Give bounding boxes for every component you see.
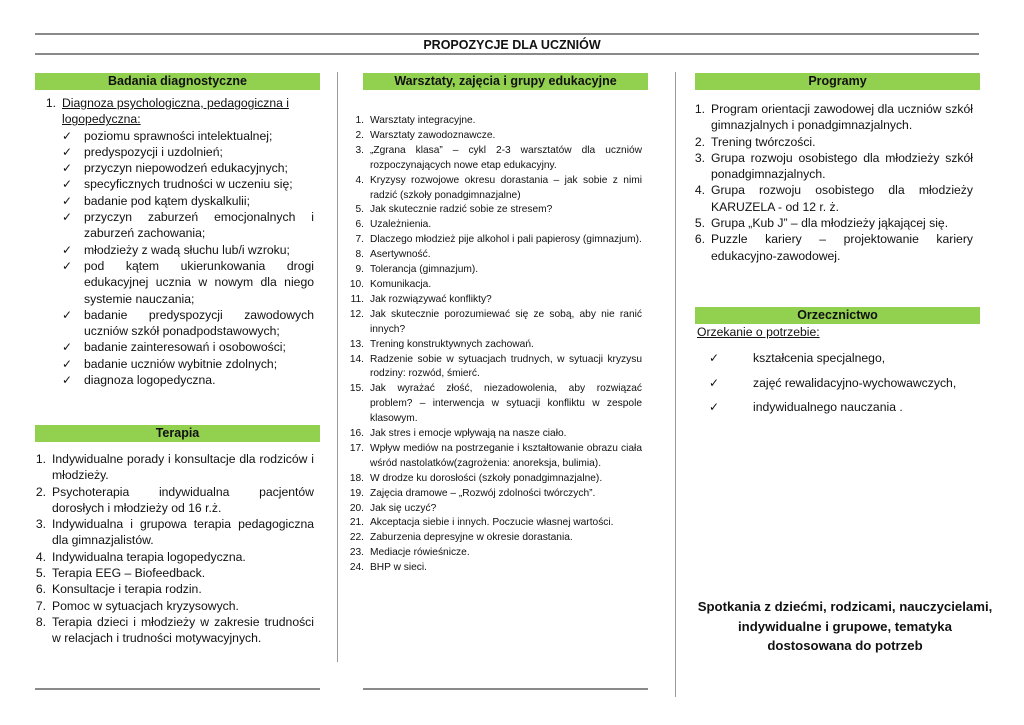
check-icon: ✓ bbox=[62, 128, 73, 143]
list-number: 10. bbox=[349, 278, 364, 290]
list-text: Warsztaty integracyjne. bbox=[370, 115, 476, 126]
divider-left bbox=[337, 72, 338, 662]
list-text: Zajęcia dramowe – „Rozwój zdolności twórczych”. bbox=[370, 487, 596, 499]
check-icon: ✓ bbox=[62, 307, 73, 322]
list-number: 19. bbox=[349, 487, 364, 499]
list-item bbox=[26, 598, 314, 614]
checklist-item bbox=[62, 193, 314, 209]
list-number: 7. bbox=[35, 598, 46, 613]
list-text: „Zgrana klasa” – cykl 2-3 warsztatów dla uczniów rozpoczynających nowe etap edukacyjny. bbox=[370, 144, 642, 171]
list-number: 4. bbox=[35, 549, 46, 564]
list-text: Konsultacje i terapia rodzin. bbox=[52, 582, 202, 597]
list-text: Warsztaty zawodoznawcze. bbox=[370, 129, 496, 141]
list-text: Komunikacja. bbox=[370, 278, 432, 290]
list-item bbox=[344, 114, 642, 129]
checklist-item bbox=[709, 399, 977, 415]
list-item bbox=[344, 531, 642, 546]
certification-section bbox=[697, 324, 977, 423]
list-item bbox=[683, 150, 973, 183]
list-number: 2. bbox=[694, 134, 705, 149]
list-text: Mediacje rówieśnicze. bbox=[370, 547, 470, 559]
checklist-item bbox=[62, 176, 314, 192]
checklist-text: specyficznych trudności w uczeniu się; bbox=[84, 177, 293, 192]
certification-checklist bbox=[697, 350, 977, 415]
list-item bbox=[344, 293, 642, 308]
checklist-text: kształcenia specjalnego, bbox=[753, 351, 886, 366]
list-number: 4. bbox=[694, 183, 705, 198]
list-text: Kryzysy rozwojowe okresu dorastania – jak sobie z nimi radzić (szkoły ponadgimnazjalne) bbox=[370, 174, 642, 201]
list-text: Radzenie sobie w sytuacjach trudnych, w sytuacji kryzysu rodziny: rozwód, śmierć. bbox=[370, 353, 642, 380]
list-number: 9. bbox=[355, 264, 364, 276]
list-item bbox=[344, 561, 642, 576]
list-item bbox=[26, 484, 314, 517]
list-text: Jak skutecznie radzić sobie ze stresem? bbox=[370, 204, 553, 216]
list-number: 3. bbox=[355, 144, 364, 156]
list-number: 22. bbox=[349, 532, 364, 544]
list-number: 20. bbox=[349, 502, 364, 514]
list-item bbox=[344, 278, 642, 293]
list-number: 5. bbox=[694, 216, 705, 231]
list-item bbox=[26, 614, 314, 647]
list-text: Psychoterapia indywidualna pacjentów dorosłych i młodzieży od 16 r.ż. bbox=[52, 484, 314, 515]
list-text: Jak stres i emocje wpływają na nasze ciało. bbox=[370, 428, 567, 440]
list-item bbox=[26, 549, 314, 565]
list-item bbox=[344, 263, 642, 278]
list-item bbox=[683, 101, 973, 134]
diagnostics-heading: Badania diagnostyczne bbox=[35, 73, 320, 90]
list-item bbox=[344, 144, 642, 174]
top-rule bbox=[35, 33, 979, 35]
list-number: 1. bbox=[35, 452, 46, 466]
certification-heading: Orzecznictwo bbox=[695, 307, 980, 324]
list-text: Program orientacji zawodowej dla uczniów szkół gimnazjalnych i ponadgimnazjalnych. bbox=[711, 102, 973, 133]
list-item bbox=[344, 472, 642, 487]
list-text: Wpływ mediów na postrzeganie i kształtowanie obrazu ciała wśród nastolatków(zagrożenia: anoreksja, bulimia). bbox=[370, 442, 642, 469]
list-item bbox=[344, 487, 642, 502]
workshops-heading: Warsztaty, zajęcia i grupy edukacyjne bbox=[363, 73, 648, 90]
therapy-heading: Terapia bbox=[35, 425, 320, 442]
list-number: 5. bbox=[355, 204, 364, 216]
check-icon: ✓ bbox=[62, 177, 73, 192]
bottom-rule-left bbox=[35, 688, 320, 690]
list-number: 21. bbox=[349, 517, 364, 529]
list-item bbox=[683, 231, 973, 264]
list-text: Puzzle kariery – projektowanie kariery edukacyjno-zawodowej. bbox=[711, 232, 973, 263]
list-number: 23. bbox=[349, 547, 364, 559]
check-icon: ✓ bbox=[62, 356, 73, 371]
checklist-text: badanie uczniów wybitnie zdolnych; bbox=[84, 356, 278, 371]
list-number: 2. bbox=[355, 129, 364, 141]
list-text: Jak skutecznie porozumiewać się ze sobą, aby nie ranić innych? bbox=[370, 308, 642, 335]
list-item bbox=[344, 353, 642, 383]
list-item bbox=[344, 308, 642, 338]
list-text: Trening konstruktywnych zachowań. bbox=[370, 338, 534, 350]
list-number: 16. bbox=[349, 428, 364, 440]
list-number: 14. bbox=[349, 353, 364, 365]
list-item bbox=[344, 218, 642, 233]
list-text: Indywidualna terapia logopedyczna. bbox=[52, 549, 246, 564]
therapy-list bbox=[26, 451, 314, 647]
list-number: 4. bbox=[355, 174, 364, 186]
list-text: Grupa rozwoju osobistego dla młodzieży szkół ponadgimnazjalnych. bbox=[711, 150, 973, 182]
checklist-text: przyczyn niepowodzeń edukacyjnych; bbox=[84, 161, 288, 176]
check-icon: ✓ bbox=[62, 340, 73, 355]
checklist-item bbox=[62, 209, 314, 242]
check-icon: ✓ bbox=[62, 193, 73, 208]
list-number: 1. bbox=[45, 96, 56, 110]
list-text: Akceptacja siebie i innych. Poczucie własnej wartości. bbox=[370, 517, 614, 529]
checklist-item bbox=[62, 339, 314, 355]
checklist-item bbox=[62, 128, 314, 144]
list-number: 2. bbox=[35, 484, 46, 499]
list-item bbox=[26, 451, 314, 484]
list-number: 18. bbox=[349, 472, 364, 484]
list-number: 6. bbox=[355, 219, 364, 231]
list-number: 5. bbox=[35, 566, 46, 581]
programs-list bbox=[683, 101, 973, 264]
check-icon: ✓ bbox=[62, 373, 73, 388]
checklist-item bbox=[709, 375, 977, 391]
checklist-text: przyczyn zaburzeń emocjonalnych i zaburzeń zachowania; bbox=[84, 210, 314, 241]
checklist-item bbox=[62, 160, 314, 176]
checklist-text: badanie zainteresowań i osobowości; bbox=[84, 340, 286, 355]
list-number: 17. bbox=[349, 442, 364, 454]
certification-lead: Orzekanie o potrzebie: bbox=[697, 325, 820, 339]
checklist-item bbox=[62, 307, 314, 340]
list-number: 1. bbox=[355, 115, 364, 126]
page-title: PROPOZYCJE DLA UCZNIÓW bbox=[423, 38, 601, 52]
checklist-item bbox=[62, 372, 314, 388]
list-text: Zaburzenia depresyjne w okresie dorastania. bbox=[370, 532, 573, 544]
checklist-item bbox=[62, 356, 314, 372]
checklist-text: badanie pod kątem dyskalkulii; bbox=[84, 193, 250, 208]
list-item bbox=[26, 565, 314, 581]
list-item bbox=[683, 134, 973, 150]
check-icon: ✓ bbox=[62, 144, 73, 159]
check-icon: ✓ bbox=[709, 399, 720, 414]
checklist-text: diagnoza logopedyczna. bbox=[84, 373, 216, 388]
list-item bbox=[683, 182, 973, 215]
list-number: 6. bbox=[35, 582, 46, 597]
list-item bbox=[26, 516, 314, 549]
list-text: Trening twórczości. bbox=[711, 134, 816, 149]
diagnosis-checklist bbox=[36, 128, 314, 389]
list-text: Asertywność. bbox=[370, 249, 431, 261]
list-item bbox=[344, 382, 642, 427]
list-item bbox=[26, 581, 314, 597]
list-item bbox=[344, 203, 642, 218]
list-item bbox=[344, 248, 642, 263]
check-icon: ✓ bbox=[62, 242, 73, 257]
list-item bbox=[344, 338, 642, 353]
list-item bbox=[344, 233, 642, 248]
list-item bbox=[344, 546, 642, 561]
list-text: Uzależnienia. bbox=[370, 219, 432, 231]
list-text: Jak się uczyć? bbox=[370, 502, 437, 514]
list-number: 3. bbox=[694, 150, 705, 165]
list-item bbox=[344, 129, 642, 144]
list-item bbox=[344, 174, 642, 204]
list-number: 15. bbox=[349, 383, 364, 395]
list-text: Terapia dzieci i młodzieży w zakresie trudności w relacjach i trudności motywacyjnych. bbox=[52, 614, 314, 646]
diagnosis-item bbox=[36, 95, 314, 128]
list-item bbox=[344, 427, 642, 442]
list-text: Grupa rozwoju osobistego dla młodzieży KARUZELA - od 12 r. ż. bbox=[711, 183, 973, 214]
list-text: Indywidualna i grupowa terapia pedagogiczna dla gimnazjalistów. bbox=[52, 517, 314, 548]
list-number: 13. bbox=[349, 338, 364, 350]
workshops-list bbox=[344, 114, 642, 576]
checklist-text: zajęć rewalidacyjno-wychowawczych, bbox=[753, 375, 957, 390]
checklist-item bbox=[62, 144, 314, 160]
list-number: 12. bbox=[349, 308, 364, 320]
list-text: Dlaczego młodzież pije alkohol i pali papierosy (gimnazjum). bbox=[370, 234, 642, 246]
check-icon: ✓ bbox=[709, 351, 720, 366]
diagnostics-section bbox=[36, 95, 314, 388]
list-number: 24. bbox=[349, 562, 364, 574]
checklist-item bbox=[62, 258, 314, 307]
checklist-text: poziomu sprawności intelektualnej; bbox=[84, 128, 273, 143]
title-rule bbox=[35, 53, 979, 55]
checklist-text: indywidualnego nauczania . bbox=[753, 399, 903, 414]
list-text: Pomoc w sytuacjach kryzysowych. bbox=[52, 598, 239, 613]
list-text: Indywidualne porady i konsultacje dla rodziców i młodzieży. bbox=[52, 452, 314, 483]
meetings-note: Spotkania z dziećmi, rodzicami, nauczycielami, indywidualne i grupowe, tematyka dostosowana do potrzeb bbox=[697, 599, 993, 654]
check-icon: ✓ bbox=[62, 258, 73, 273]
check-icon: ✓ bbox=[62, 210, 73, 225]
check-icon: ✓ bbox=[62, 161, 73, 176]
bottom-rule-middle bbox=[363, 688, 648, 690]
checklist-text: młodzieży z wadą słuchu lub/i wzroku; bbox=[84, 242, 290, 257]
list-text: Grupa „Kub J” – dla młodzieży jąkającej się. bbox=[711, 216, 949, 231]
list-text: Terapia EEG – Biofeedback. bbox=[52, 566, 206, 581]
checklist-item bbox=[62, 242, 314, 258]
check-icon: ✓ bbox=[709, 375, 720, 390]
list-number: 8. bbox=[355, 249, 364, 261]
list-text: BHP w sieci. bbox=[370, 562, 427, 574]
checklist-text: pod kątem ukierunkowania drogi edukacyjnej ucznia w nowym dla niego systemie nauczania; bbox=[84, 258, 314, 306]
list-number: 7. bbox=[355, 234, 364, 246]
checklist-text: badanie predyspozycji zawodowych uczniów szkół ponadpodstawowych; bbox=[84, 307, 314, 339]
programs-heading: Programy bbox=[695, 73, 980, 90]
checklist-text: predyspozycji i uzdolnień; bbox=[84, 144, 223, 159]
list-number: 8. bbox=[35, 614, 46, 629]
checklist-item bbox=[709, 350, 977, 366]
list-item bbox=[344, 516, 642, 531]
list-text: Tolerancja (gimnazjum). bbox=[370, 264, 479, 276]
divider-right bbox=[675, 72, 676, 697]
list-item bbox=[344, 442, 642, 472]
list-number: 6. bbox=[694, 232, 705, 247]
list-number: 11. bbox=[350, 293, 364, 305]
list-item bbox=[344, 502, 642, 517]
list-number: 3. bbox=[35, 517, 46, 532]
list-text: Jak rozwiązywać konflikty? bbox=[370, 293, 492, 305]
diagnosis-title: Diagnoza psychologiczna, pedagogiczna i logopedyczna: bbox=[62, 96, 289, 127]
list-item bbox=[683, 215, 973, 231]
list-number: 1. bbox=[694, 102, 705, 116]
list-text: Jak wyrażać złość, niezadowolenia, aby rozwiązać problem? – interwencja w sytuacji konfliktu w zespole klasowym. bbox=[370, 383, 642, 425]
list-text: W drodze ku dorosłości (szkoły ponadgimnazjalne). bbox=[370, 472, 603, 484]
